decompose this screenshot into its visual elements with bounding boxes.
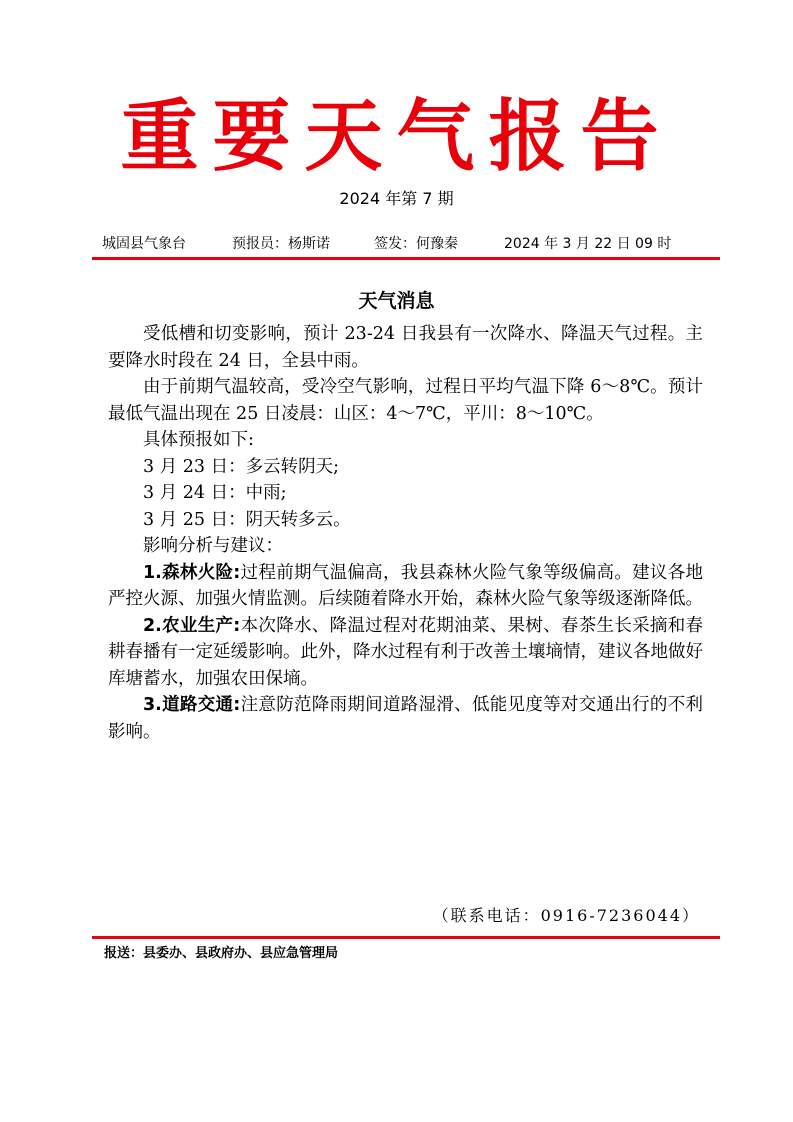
section-agriculture	[108, 613, 703, 693]
issue-datetime: 2024 年 3 月 22 日 09 时	[504, 236, 672, 252]
section-traffic-text: 注意防范降雨期间道路湿滑、低能见度等对交通出行的不利影响。	[108, 695, 704, 742]
issue-number: 2024 年第 7 期	[339, 189, 454, 208]
page-title: 天气消息	[358, 290, 435, 312]
contact-phone: （联系电话：0916-7236044）	[432, 906, 700, 925]
issuing-office: 城固县气象台	[102, 236, 186, 252]
paragraph-analysis-intro: 影响分析与建议：	[143, 536, 283, 556]
paragraph-temperature: 由于前期气温较高，受冷空气影响，过程日平均气温下降 6～8℃。预计最低气温出现在 25 日凌晨：山区：4～7℃，平川：8～10℃。	[108, 377, 703, 424]
section-agriculture-label: 2.农业生产:	[143, 615, 241, 636]
forecast-day-3: 3 月 25 日：阴天转多云。	[143, 509, 351, 530]
section-traffic-label: 3.道路交通:	[143, 695, 241, 715]
masthead-title: 重要天气报告	[120, 91, 673, 182]
signer: 签发：何豫秦	[374, 236, 458, 252]
section-traffic	[108, 692, 703, 745]
header-divider	[92, 257, 720, 260]
section-agriculture-text: 本次降水、降温过程对花期油菜、果树、春茶生长采摘和春耕春播有一定延缓影响。此外，降水过程有利于改善土壤墒情，建议各地做好库塘蓄水，加强农田保墒。	[108, 615, 704, 689]
distribution-list: 报送：县委办、县政府办、县应急管理局	[104, 946, 339, 961]
report-body	[108, 321, 703, 745]
section-forest-fire-label: 1.森林火险:	[143, 562, 241, 583]
section-forest-fire-text: 过程前期气温偏高，我县森林火险气象等级偏高。建议各地严控火源、加强火情监测。后续随着降水开始，森林火险气象等级逐渐降低。	[108, 562, 704, 609]
paragraph-forecast-intro: 具体预报如下:	[143, 430, 254, 450]
forecast-day-1: 3 月 23 日：多云转阴天;	[143, 456, 339, 477]
forecaster: 预报员：杨斯诺	[232, 236, 330, 252]
footer-divider	[92, 936, 720, 939]
forecast-day-2: 3 月 24 日：中雨;	[143, 483, 287, 503]
paragraph-overview: 受低槽和切变影响，预计 23-24 日我县有一次降水、降温天气过程。主要降水时段在 24 日，全县中雨。	[108, 324, 703, 371]
section-forest-fire	[108, 560, 703, 613]
